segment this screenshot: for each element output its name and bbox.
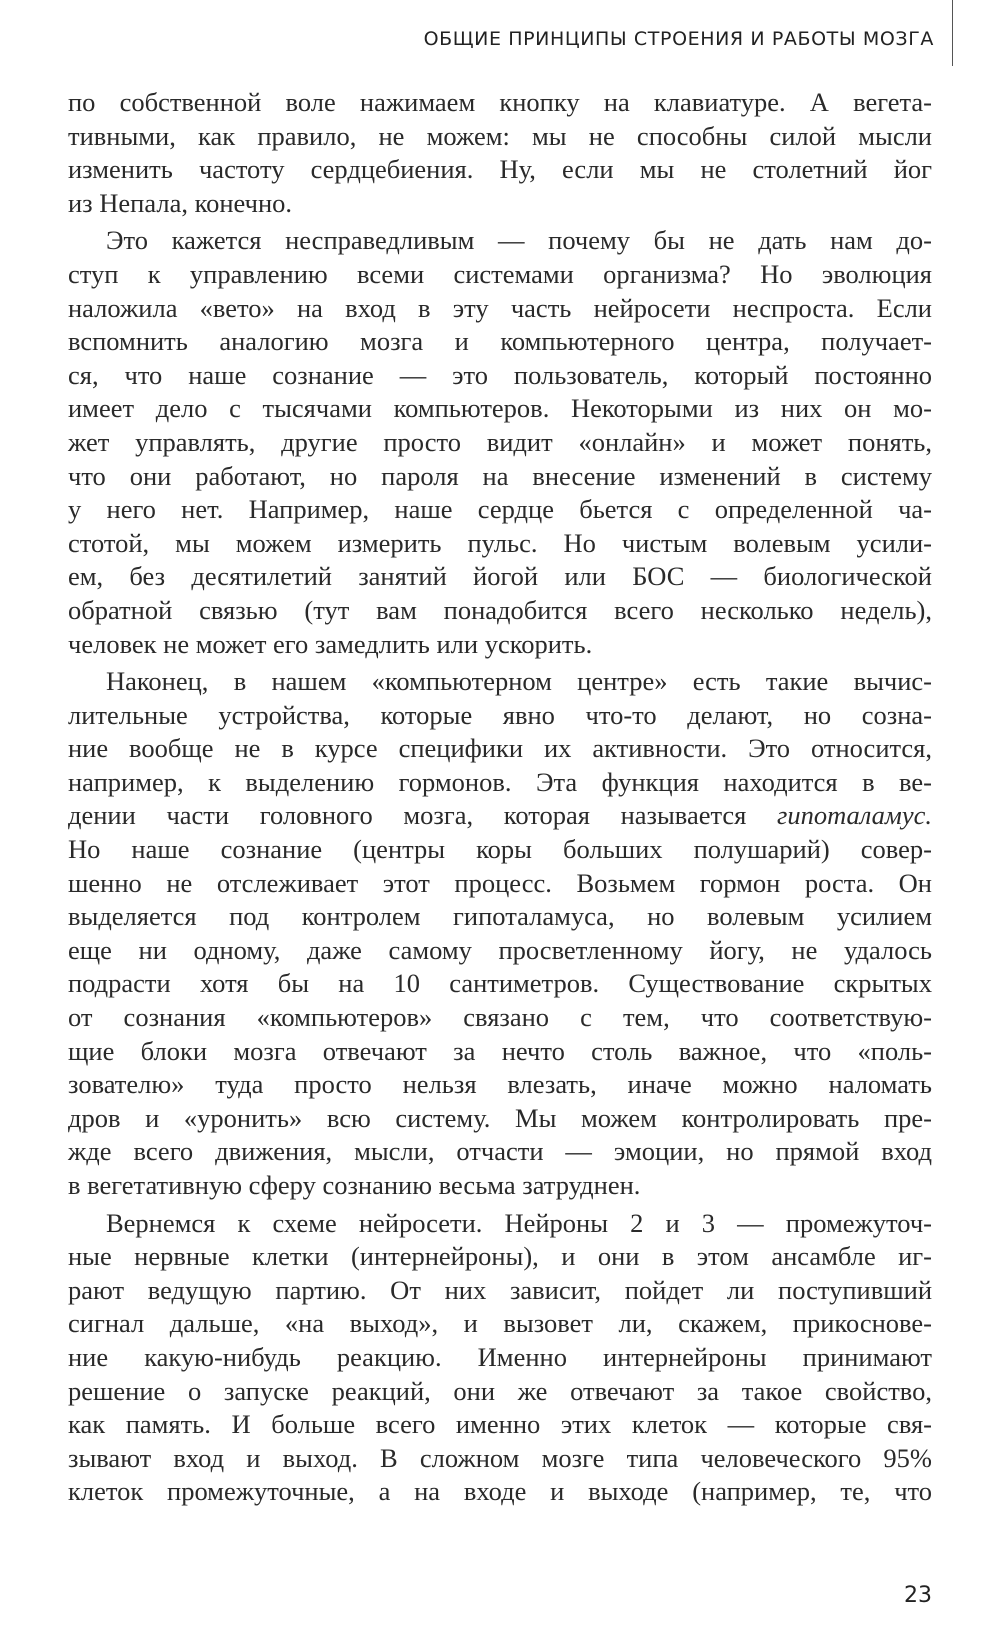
text-line: наложила «вето» на вход в эту часть нейросети неспроста. Если (68, 292, 932, 323)
header-rule (952, 0, 953, 66)
text-line: ся, что наше сознание — это пользователь, который постоянно (68, 359, 932, 390)
text-line: например, к выделению гормонов. Эта функция находится в ве- (68, 766, 932, 797)
paragraph-first-line: Это кажется несправедливым — почему бы не дать нам до- (106, 225, 932, 256)
text-line: сигнал дальше, «на выход», и вызовет ли, скажем, прикоснове- (68, 1308, 932, 1339)
text-line: из Непала, конечно. (68, 187, 293, 218)
text-line: дении части головного мозга, которая называется гипоталамус. (68, 800, 932, 831)
text-line: в вегетативную сферу сознанию весьма затруднен. (68, 1170, 641, 1200)
text-line: зователю» туда просто нельзя влезать, иначе можно наломать (68, 1069, 932, 1100)
text-line: жде всего движения, мысли, отчасти — эмоции, но прямой вход (68, 1136, 932, 1167)
text-line: изменить частоту сердцебиения. Ну, если мы не столетний йог (68, 154, 932, 185)
text-line: решение о запуске реакций, они же отвечают за такое свойство, (68, 1375, 932, 1406)
text-line: обратной связью (тут вам понадобится всего несколько недель), (68, 594, 932, 625)
text-line: от сознания «компьютеров» связано с тем, что соответствую- (68, 1002, 932, 1033)
text-line: шенно не отслеживает этот процесс. Возьмем гормон роста. Он (68, 867, 932, 898)
text-line: выделяется под контролем гипоталамуса, но волевым усилием (68, 901, 932, 932)
text-line: ные нервные клетки (интернейроны), и они в этом ансамбле иг- (68, 1241, 932, 1272)
paragraph-first-line: Наконец, в нашем «компьютерном центре» есть такие вычис- (106, 666, 932, 697)
page-number: 23 (904, 1583, 932, 1608)
text-line: по собственной воле нажимаем кнопку на клавиатуре. А вегета- (68, 87, 932, 117)
text-line: стотой, мы можем измерить пульс. Но чистым волевым усили- (68, 527, 932, 558)
text-line: у него нет. Например, наше сердце бьется с определенной ча- (68, 494, 932, 525)
text-line: жет управлять, другие просто видит «онлайн» и может понять, (68, 426, 932, 457)
text-line: как память. И больше всего именно этих клеток — которые свя- (68, 1409, 932, 1440)
text-line: щие блоки мозга отвечают за нечто столь важное, что «поль- (68, 1035, 932, 1066)
text-line: вспомнить аналогию мозга и компьютерного центра, получает- (68, 326, 932, 357)
text-line: ем, без десятилетий занятий йогой или БОС — биологической (68, 561, 932, 592)
text-line: рают ведущую партию. От них зависит, пойдет ли поступивший (68, 1274, 932, 1305)
text-line: еще ни одному, даже самому просветленному йогу, не удалось (68, 934, 932, 965)
text-line: ние вообще не в курсе специфики их активности. Это относится, (68, 733, 932, 764)
italic-term: гипоталамус. (777, 800, 932, 831)
text-line: ступ к управлению всеми системами организма? Но эволюция (68, 258, 932, 289)
text-line: что они работают, но пароля на внесение изменений в систему (68, 460, 932, 491)
text-line: подрасти хотя бы на 10 сантиметров. Существование скрытых (68, 968, 932, 999)
text-line: лительные устройства, которые явно что-то делают, но созна- (68, 699, 932, 730)
text-line: ние какую-нибудь реакцию. Именно интернейроны принимают (68, 1341, 932, 1372)
paragraph-first-line: Вернемся к схеме нейросети. Нейроны 2 и 3 — промежуточ- (106, 1207, 932, 1238)
text-line: зывают вход и выход. В сложном мозге типа человеческого 95% (68, 1442, 932, 1473)
text-line: тивными, как правило, не можем: мы не способны силой мысли (68, 120, 932, 151)
text-line: дров и «уронить» всю систему. Мы можем контролировать пре- (68, 1102, 932, 1133)
text-line: имеет дело с тысячами компьютеров. Некоторыми из них он мо- (68, 393, 932, 424)
running-head: ОБЩИЕ ПРИНЦИПЫ СТРОЕНИЯ И РАБОТЫ МОЗГА (423, 28, 934, 50)
text-line: Но наше сознание (центры коры больших полушарий) совер- (68, 834, 932, 865)
text-line: клеток промежуточные, а на входе и выходе (например, те, что (68, 1476, 932, 1507)
body-text (68, 86, 932, 1509)
text-line: человек не может его замедлить или ускорить. (68, 628, 593, 659)
